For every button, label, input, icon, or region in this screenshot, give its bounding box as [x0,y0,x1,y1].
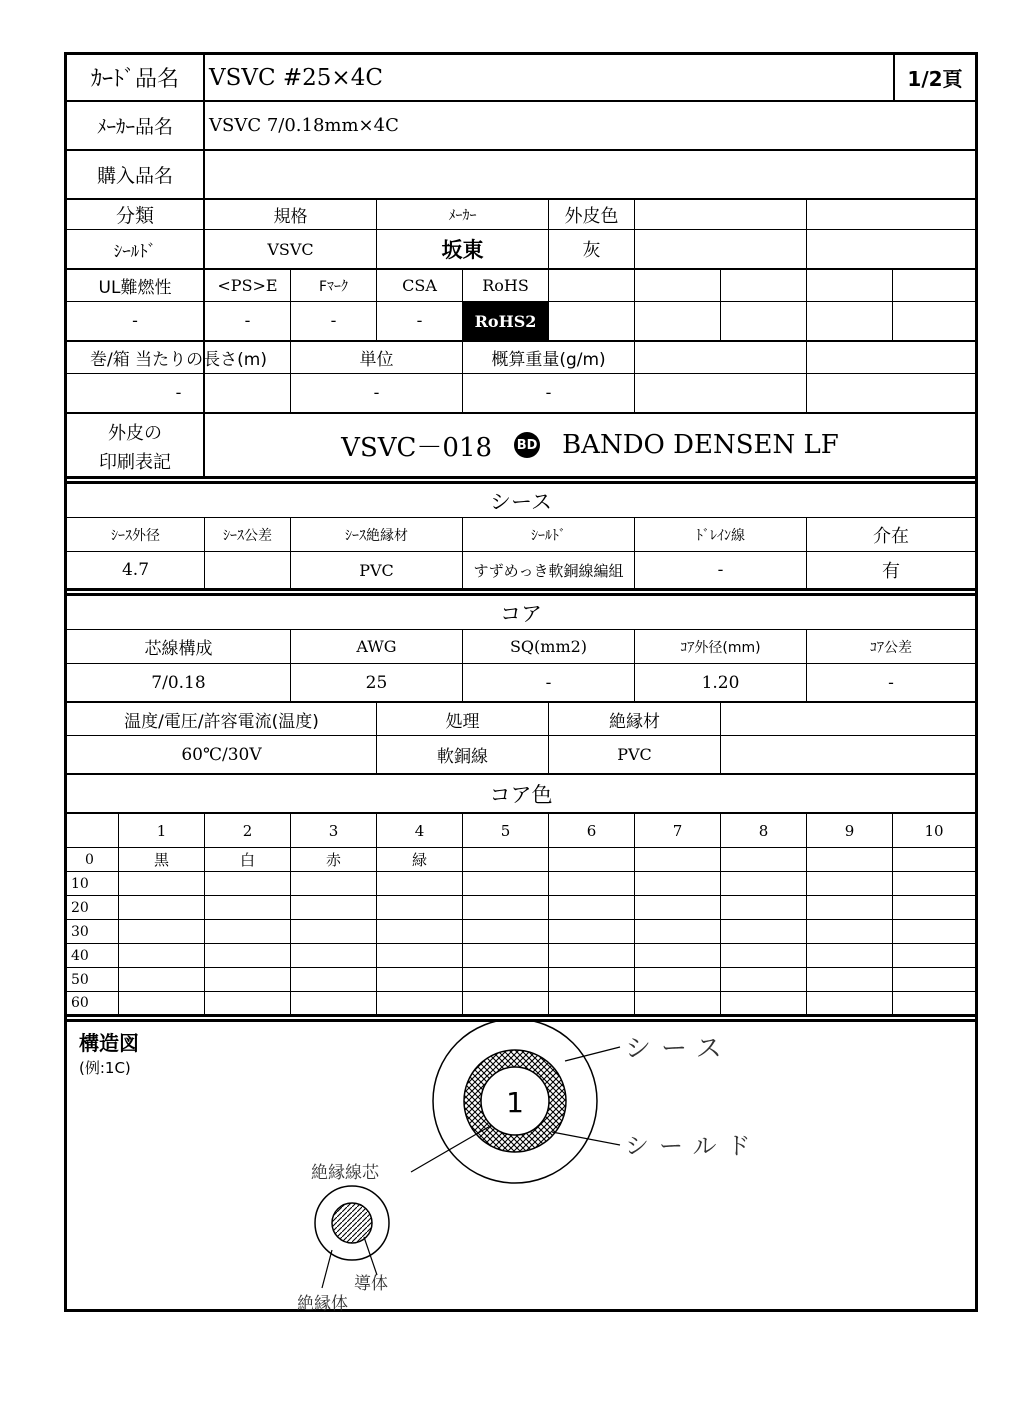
core-color-cell: 赤 [325,851,341,869]
core-od-value: 1.20 [701,672,740,693]
filler-label: 介在 [873,525,909,547]
length-per-reel-value: - [175,383,182,403]
sheath-od-label: ｼｰｽ外径 [111,527,160,544]
pse-label: <PS>E [217,276,278,295]
maker-label: ﾒｰｶｰ [448,207,477,224]
leader-line [322,1250,332,1288]
csa-label: CSA [402,276,437,295]
maker-name-value: VSVC 7/0.18mm×4C [209,115,399,136]
standard-value: VSVC [267,239,314,259]
ul-flame-label: UL難燃性 [98,278,172,298]
divider [720,269,721,341]
drain-wire-value: - [717,560,724,580]
length-per-reel-label: 巻/箱 当たりの長さ(m) [90,350,267,370]
color-row-header: 50 [71,971,89,988]
sheath-insulation-value: PVC [359,560,394,580]
sheath-label: シース [625,1034,732,1064]
card-name-label: ｶｰﾄﾞ品名 [90,67,179,92]
treatment-label: 処理 [445,711,480,732]
purchase-name-label: 購入品名 [96,165,173,187]
sq-value: - [545,672,552,693]
color-row-header: 10 [71,875,89,892]
rohs-value: RoHS2 [463,302,548,340]
print-text-after: BANDO DENSEN LF [562,430,839,460]
color-col-header: 4 [414,821,425,840]
core-color-cell: 白 [239,851,255,869]
core-section-title: コア [500,601,542,626]
approx-weight-label: 概算重量(g/m) [491,350,606,370]
unit-label: 単位 [359,350,394,370]
pse-value: - [244,311,251,331]
color-col-header: 5 [500,821,511,840]
core-tolerance-value: - [888,672,894,693]
color-row-header: 60 [71,995,89,1011]
core-number: 1 [506,1086,524,1119]
csa-value: - [416,311,423,331]
color-col-header: 6 [586,821,597,840]
core-tolerance-label: ｺｱ公差 [870,639,912,656]
color-row-header: 20 [71,899,89,916]
structure-example: (例:1C) [79,1058,131,1077]
classification-label: 分類 [115,205,154,227]
sheath-insulation-label: ｼｰｽ絶縁材 [345,527,408,544]
cable-structure-diagram [67,1022,975,1312]
sheath-color-value: 灰 [582,240,601,261]
color-col-header: 3 [328,821,339,840]
temp-voltage-value: 60℃/30V [181,744,262,765]
color-col-header: 2 [242,821,253,840]
shield-label: ｼｰﾙﾄﾞ [531,527,566,544]
ul-flame-value: - [132,311,138,331]
sheath-tolerance-label: ｼｰｽ公差 [223,527,272,544]
divider [806,341,807,413]
color-row-header: 0 [85,851,94,868]
sheath-section-title: シース [490,489,552,514]
print-label-line2: 印刷表記 [99,452,171,473]
color-col-header: 10 [924,821,944,840]
rohs-label: RoHS [482,276,529,295]
core-color-section-title: コア色 [489,782,553,807]
bando-logo-icon: BD [514,432,540,458]
standard-label: 規格 [273,207,308,227]
shield-value: すずめっき軟銅線編組 [473,561,624,580]
unit-value: - [373,383,380,403]
insulator-label: 絶縁体 [297,1294,348,1312]
divider [892,269,893,341]
core-color-cell: 黒 [153,851,169,869]
card-name-value: VSVC #25×4C [209,64,383,91]
color-col-header: 7 [672,821,683,840]
core-color-cell: 緑 [411,851,427,869]
divider [548,269,549,341]
color-row-header: 30 [71,923,89,940]
divider [634,341,635,413]
divider [634,199,635,269]
temp-voltage-label: 温度/電圧/許容電流(温度) [124,711,319,732]
print-marking [205,414,975,476]
approx-weight-value: - [545,383,552,403]
color-col-header: 9 [844,821,855,840]
structure-title: 構造図 [79,1030,139,1055]
insulation-material-value: PVC [617,745,652,764]
core-od-label: ｺｱ外径(mm) [680,639,761,656]
f-mark-value: - [330,311,337,331]
classification-value: ｼｰﾙﾄﾞ [113,241,157,262]
divider [634,269,635,341]
conductor [332,1203,372,1243]
conductor-label: 導体 [354,1274,388,1294]
conductor-construction-label: 芯線構成 [144,639,213,659]
maker-name-label: ﾒｰｶｰ品名 [96,116,173,138]
treatment-value: 軟銅線 [437,747,488,767]
divider [720,701,721,773]
page-number: 1/2頁 [907,67,963,91]
sheath-tolerance-value [205,552,290,588]
divider [806,199,807,269]
drain-wire-label: ﾄﾞﾚｲﾝ線 [696,527,745,544]
shield-label-diagram: シールド [625,1132,761,1160]
conductor-construction-value: 7/0.18 [151,672,206,693]
awg-value: 25 [365,672,388,693]
sheath-od-value: 4.7 [121,560,150,580]
color-col-header: 8 [758,821,769,840]
purchase-name-value [205,151,969,198]
insulation-material-label: 絶縁材 [609,711,660,732]
awg-label: AWG [356,637,397,656]
divider [806,269,807,341]
color-row-header: 40 [71,947,89,964]
f-mark-label: Fﾏｰｸ [318,278,349,295]
insulated-core-label: 絶縁線芯 [311,1163,379,1183]
sq-label: SQ(mm2) [509,637,588,656]
print-text-before: VSVC－018 [341,432,493,463]
print-label-line1: 外皮の [108,423,162,444]
cable-spec-sheet [64,52,978,1312]
maker-value: 坂東 [441,238,484,262]
filler-value: 有 [882,561,900,582]
sheath-color-label: 外皮色 [564,205,619,227]
color-col-header: 1 [156,821,167,840]
